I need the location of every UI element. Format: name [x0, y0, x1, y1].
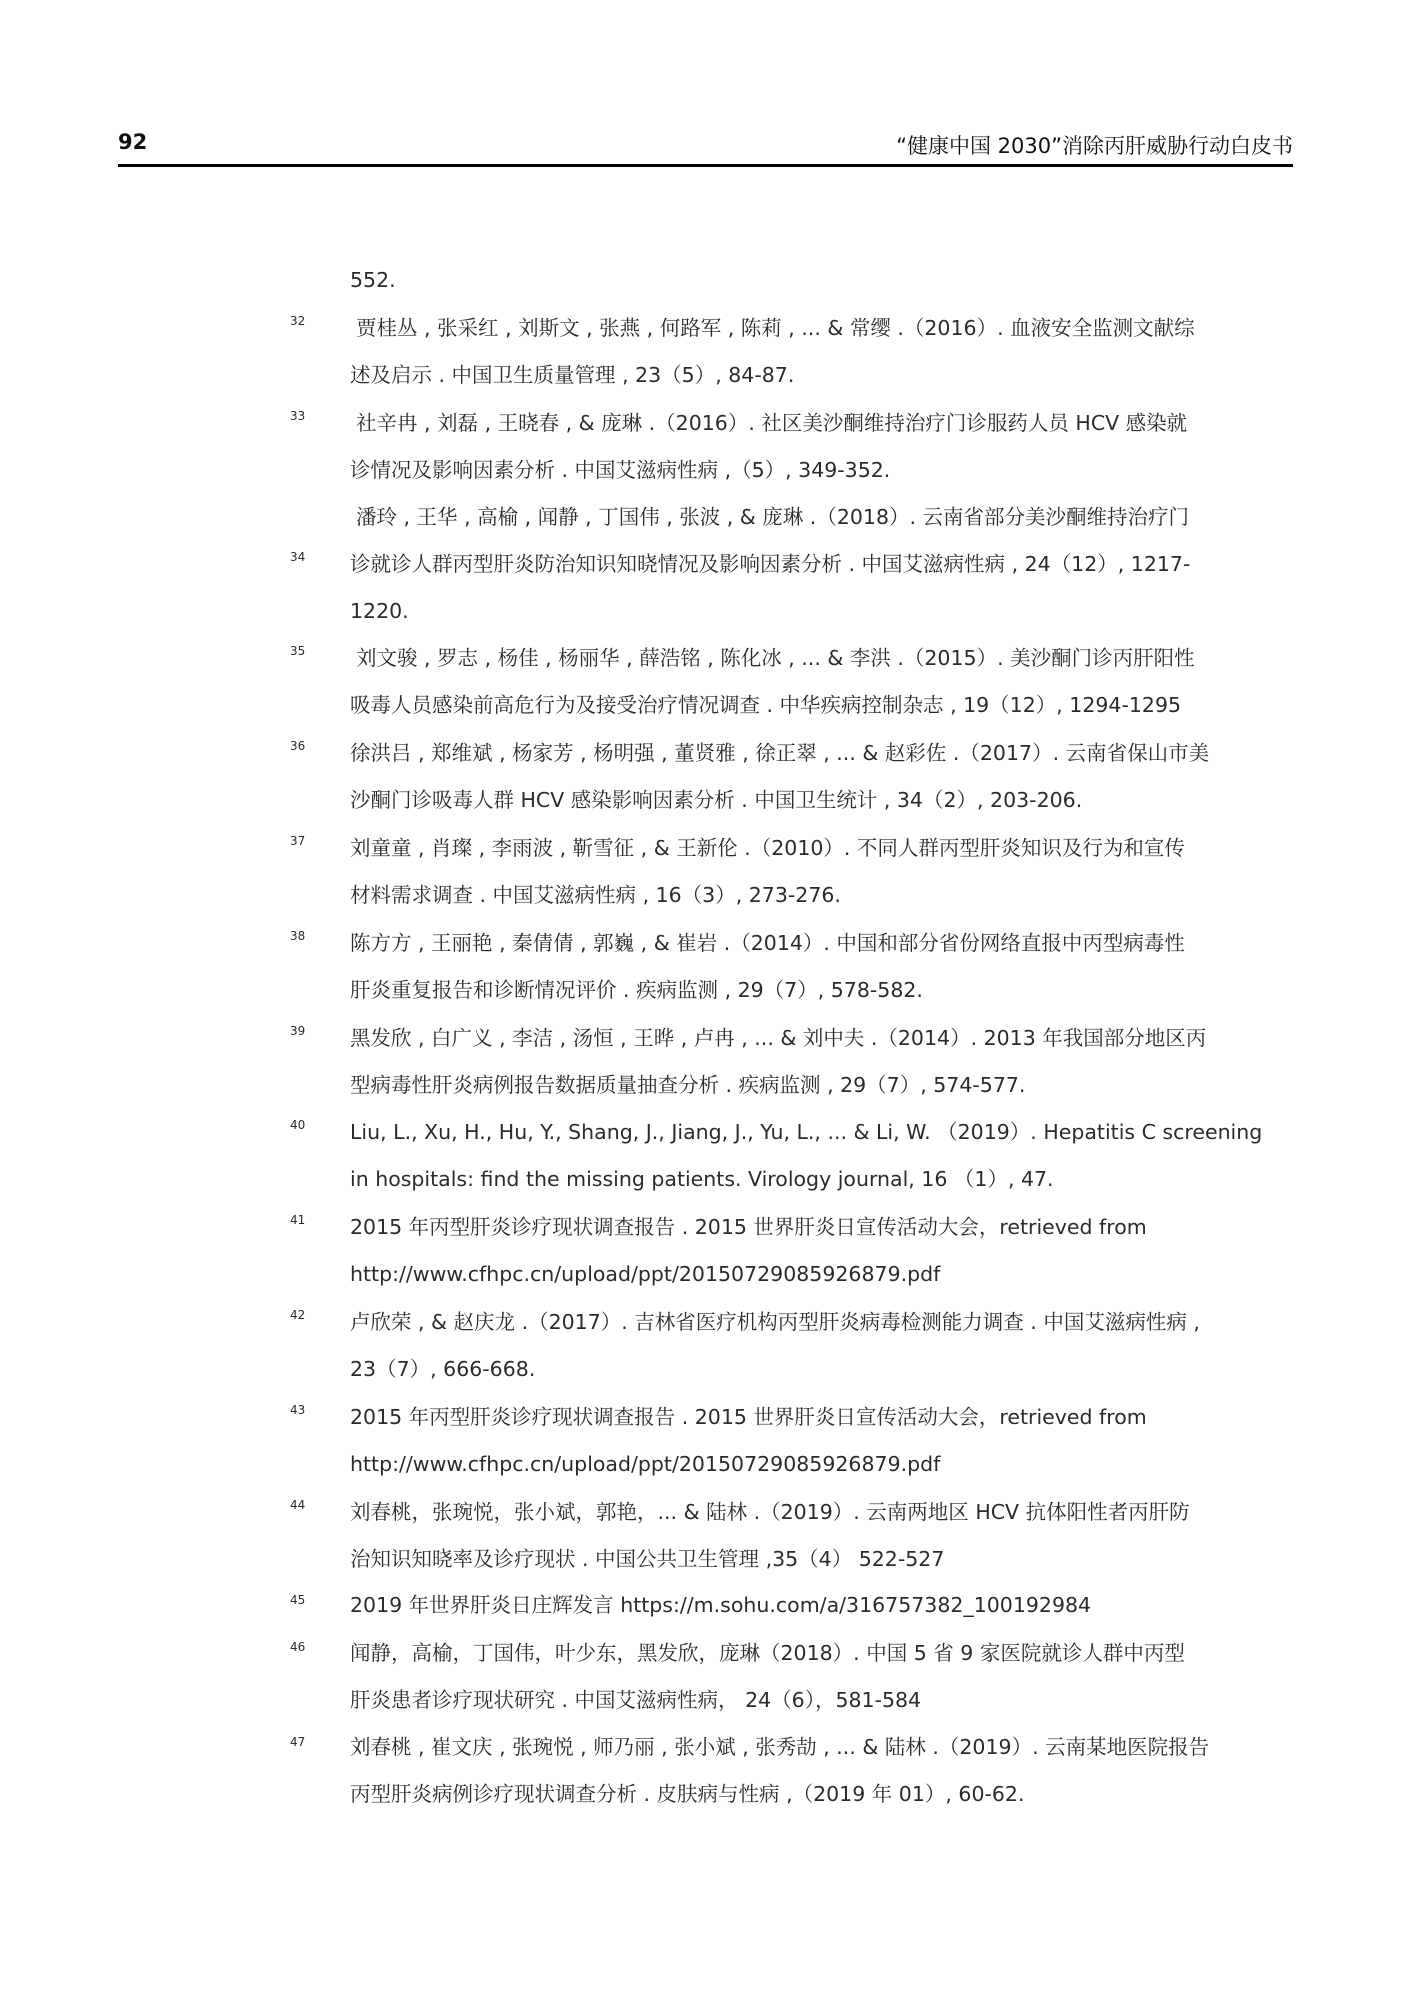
- reference-line: 肝炎重复报告和诊断情况评价 . 疾病监测 , 29（7）, 578-582.: [350, 978, 923, 1002]
- reference-line: 黑发欣 , 白广义 , 李洁 , 汤恒 , 王晔 , 卢冉 , ... & 刘中夫 .（2014）. 2013 年我国部分地区丙: [350, 1026, 1207, 1050]
- reference-number: 37: [290, 834, 306, 848]
- reference-line: 23（7）, 666-668.: [350, 1357, 536, 1381]
- reference-line: 2015 年丙型肝炎诊疗现状调查报告 . 2015 世界肝炎日宣传活动大会，retrieved from: [350, 1405, 1147, 1429]
- reference-line: 卢欣荣 , & 赵庆龙 .（2017）. 吉林省医疗机构丙型肝炎病毒检测能力调查 . 中国艾滋病性病 ,: [350, 1310, 1200, 1334]
- page-number: 92: [118, 130, 148, 154]
- reference-line: 贾桂丛 , 张采红 , 刘斯文 , 张燕 , 何路军 , 陈莉 , ... & 常缨 .（2016）. 血液安全监测文献综: [356, 316, 1195, 340]
- reference-line: 述及启示 . 中国卫生质量管理 , 23（5）, 84-87.: [350, 363, 795, 387]
- reference-number: 47: [290, 1735, 306, 1749]
- reference-number: 43: [290, 1403, 306, 1417]
- reference-number: 44: [290, 1498, 306, 1512]
- reference-line: 材料需求调查 . 中国艾滋病性病 , 16（3）, 273-276.: [350, 883, 841, 907]
- reference-line: 刘春桃 , 崔文庆 , 张琬悦 , 师乃丽 , 张小斌 , 张秀劼 , ... & 陆林 .（2019）. 云南某地医院报告: [350, 1735, 1210, 1759]
- reference-line: 2019 年世界肝炎日庄辉发言 https://m.sohu.com/a/316757382_100192984: [350, 1593, 1092, 1617]
- reference-number: 36: [290, 739, 306, 753]
- reference-number: 38: [290, 929, 306, 943]
- reference-line: 刘春桃，张琬悦，张小斌，郭艳，... & 陆林 .（2019）. 云南两地区 HCV 抗体阳性者丙肝防: [350, 1500, 1190, 1524]
- reference-number: 46: [290, 1640, 306, 1654]
- reference-number: 32: [290, 314, 306, 328]
- reference-line: 2015 年丙型肝炎诊疗现状调查报告 . 2015 世界肝炎日宣传活动大会，retrieved from: [350, 1215, 1147, 1239]
- reference-line: 陈方方 , 王丽艳 , 秦倩倩 , 郭巍 , & 崔岩 .（2014）. 中国和部分省份网络直报中丙型病毒性: [350, 931, 1185, 955]
- reference-line: 肝炎患者诊疗现状研究 . 中国艾滋病性病， 24（6），581-584: [350, 1688, 922, 1712]
- reference-line: 闻静，高榆，丁国伟，叶少东，黑发欣，庞琳（2018）. 中国 5 省 9 家医院就诊人群中丙型: [350, 1641, 1185, 1665]
- reference-line: 社辛冉 , 刘磊 , 王晓春 , & 庞琳 .（2016）. 社区美沙酮维持治疗门诊服药人员 HCV 感染就: [356, 411, 1188, 435]
- reference-number: 34: [290, 550, 306, 564]
- reference-line: 沙酮门诊吸毒人群 HCV 感染影响因素分析 . 中国卫生统计 , 34（2）, 203-206.: [350, 788, 1083, 812]
- reference-link[interactable]: http://www.cfhpc.cn/upload/ppt/20150729085926879.pdf: [350, 1452, 941, 1476]
- reference-line: 吸毒人员感染前高危行为及接受治疗情况调查 . 中华疾病控制杂志 , 19（12）, 1294-1295: [350, 693, 1182, 717]
- reference-line: 刘文骏 , 罗志 , 杨佳 , 杨丽华 , 薛浩铭 , 陈化冰 , ... & 李洪 .（2015）. 美沙酮门诊丙肝阳性: [356, 646, 1195, 670]
- reference-line: 型病毒性肝炎病例报告数据质量抽查分析 . 疾病监测 , 29（7）, 574-577.: [350, 1073, 1026, 1097]
- reference-number: 41: [290, 1213, 306, 1227]
- reference-line: 1220.: [350, 599, 409, 623]
- reference-number: 39: [290, 1024, 306, 1038]
- reference-number: 35: [290, 644, 306, 658]
- header-rule: [118, 164, 1293, 167]
- reference-line: 徐洪吕 , 郑维斌 , 杨家芳 , 杨明强 , 董贤雅 , 徐正翠 , ... & 赵彩佐 .（2017）. 云南省保山市美: [350, 741, 1210, 765]
- reference-number: 42: [290, 1308, 306, 1322]
- reference-number: 45: [290, 1593, 306, 1607]
- reference-line: in hospitals: find the missing patients. Virology journal, 16 （1）, 47.: [350, 1167, 1054, 1191]
- reference-line: Liu, L., Xu, H., Hu, Y., Shang, J., Jiang, J., Yu, L., ... & Li, W. （2019）. Hepatitis C screening: [350, 1120, 1263, 1144]
- reference-line: 刘童童 , 肖璨 , 李雨波 , 靳雪征 , & 王新伦 .（2010）. 不同人群丙型肝炎知识及行为和宣传: [350, 836, 1185, 860]
- page-header: [118, 126, 1293, 162]
- reference-link[interactable]: http://www.cfhpc.cn/upload/ppt/20150729085926879.pdf: [350, 1262, 941, 1286]
- reference-line: 潘玲 , 王华 , 高榆 , 闻静 , 丁国伟 , 张波 , & 庞琳 .（2018）. 云南省部分美沙酮维持治疗门: [356, 505, 1190, 529]
- reference-line: 丙型肝炎病例诊疗现状调查分析 . 皮肤病与性病 ,（2019 年 01）, 60-62.: [350, 1782, 1025, 1806]
- reference-line: 诊就诊人群丙型肝炎防治知识知晓情况及影响因素分析 . 中国艾滋病性病 , 24（12）, 1217-: [350, 552, 1191, 576]
- document-title: “健康中国 2030”消除丙肝威胁行动白皮书: [896, 134, 1293, 158]
- reference-number: 40: [290, 1118, 306, 1132]
- reference-line: 治知识知晓率及诊疗现状 . 中国公共卫生管理 ,35（4） 522-527: [350, 1547, 945, 1571]
- reference-number: 33: [290, 409, 306, 423]
- reference-line: 诊情况及影响因素分析 . 中国艾滋病性病 ,（5）, 349-352.: [350, 458, 891, 482]
- reference-continuation: 552.: [350, 268, 396, 292]
